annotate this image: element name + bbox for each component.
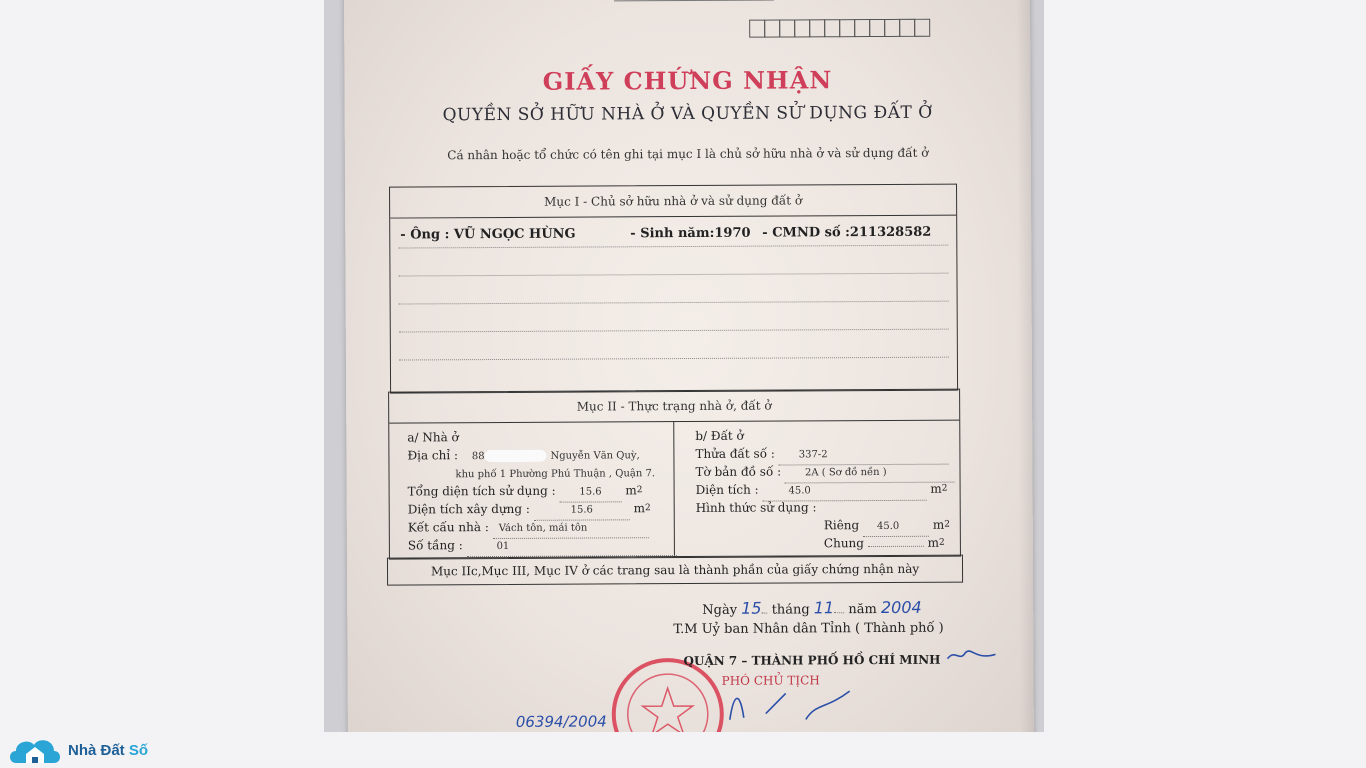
issue-month: 11 [813, 598, 835, 618]
floors-row: Số tầng : 01 [408, 535, 670, 554]
dotted-line [399, 301, 949, 305]
registration-number: 06394/2004 [515, 712, 607, 731]
private-area-value: 45.0 [863, 518, 929, 537]
certificate-paper [344, 0, 1034, 732]
house-address-row [407, 445, 669, 464]
built-area-row: Diện tích xây dựng : 15.6 $m^2$ [408, 499, 670, 518]
house-label: a/ Nhà ở [407, 430, 459, 445]
authority-line: T.M Uỷ ban Nhân dân Tỉnh ( Thành phố ) [673, 620, 944, 638]
document-subtitle: QUYỀN SỞ HỮU NHÀ Ở VÀ QUYỀN SỬ DỤNG ĐẤT Ở [442, 102, 933, 126]
dotted-line [399, 357, 949, 361]
house-cloud-icon [6, 733, 64, 767]
section-2-header: Mục II - Thực trạng nhà ở, đất ở [389, 390, 959, 424]
document-intro: Cá nhân hoặc tổ chức có tên ghi tại mục I là chủ sở hữu nhà ở và sử dụng đất ở [447, 145, 929, 163]
district-name: QUẬN 7 – THÀNH PHỐ HỒ CHÍ MINH [683, 652, 941, 669]
owner-name: - Ông : VŨ NGỌC HÙNG [400, 226, 576, 243]
section-1-box [389, 184, 958, 394]
document-photo [324, 0, 1044, 732]
land-column [695, 426, 952, 553]
land-label: b/ Đất ở [695, 428, 744, 443]
total-area-row: Tổng diện tích sử dụng : 15.6 $m^2$ [408, 481, 670, 500]
brand-name: Nhà Đất Số [68, 741, 149, 759]
issue-day: 15 [741, 598, 762, 618]
private-row: Riêng 45.0 $m^2$ [696, 516, 952, 535]
address-label: Địa chỉ : [407, 448, 459, 463]
map-value: 2A ( Sơ đồ nền ) [785, 464, 955, 484]
deputy-chair-title: PHÓ CHỦ TỊCH [721, 673, 820, 688]
handwritten-signature [726, 683, 856, 724]
dotted-line [399, 329, 949, 333]
brand-watermark [6, 733, 148, 767]
land-area-row: Diện tích : 45.0 $m^2$ [696, 480, 952, 499]
address-prefix: 88 [471, 451, 485, 463]
issue-date: Ngày 15 tháng 11 năm 2004 [702, 597, 922, 618]
signature-mark [945, 644, 997, 666]
parcel-row: Thửa đất số : 337-2 [695, 444, 951, 463]
shared-row: Chung $m^2$ [823, 535, 945, 551]
land-area-value: 45.0 [762, 482, 926, 502]
floors-value: 01 [467, 537, 677, 557]
footer-note: Mục IIc,Mục III, Mục IV ở các trang sau là thành phần của giấy chứng nhận này [387, 555, 963, 586]
structure-row: Kết cấu nhà : Vách tôn, mái tôn [408, 517, 670, 536]
serial-number-boxes [750, 19, 930, 38]
parcel-value: 337-2 [779, 446, 949, 466]
house-address-line2: khu phố 1 Phường Phú Thuận , Quận 7. [455, 468, 656, 481]
section-1-header: Mục I - Chủ sở hữu nhà ở và sử dụng đất ở [390, 185, 956, 219]
structure-value: Vách tôn, mái tôn [493, 519, 649, 539]
total-area-value: 15.6 [559, 483, 621, 502]
address-street: Nguyễn Văn Quỳ, [550, 450, 640, 462]
dotted-line [398, 245, 948, 249]
top-rule [614, 0, 774, 1]
document-title: GIẤY CHỨNG NHẬN [542, 65, 833, 96]
owner-line [398, 224, 948, 243]
built-area-value: 15.6 [534, 501, 630, 521]
redaction-mark [485, 449, 547, 461]
map-row: Tờ bản đồ số : 2A ( Sơ đồ nền ) [695, 462, 951, 481]
dotted-line [398, 273, 948, 277]
issue-year: 2004 [880, 597, 922, 617]
section-2-box [388, 389, 961, 560]
owner-id-number: - CMND số :211328582 [762, 224, 932, 241]
usage-row: Hình thức sử dụng : [695, 500, 817, 515]
owner-birth-year: - Sinh năm:1970 [630, 225, 751, 242]
house-column [407, 427, 670, 554]
